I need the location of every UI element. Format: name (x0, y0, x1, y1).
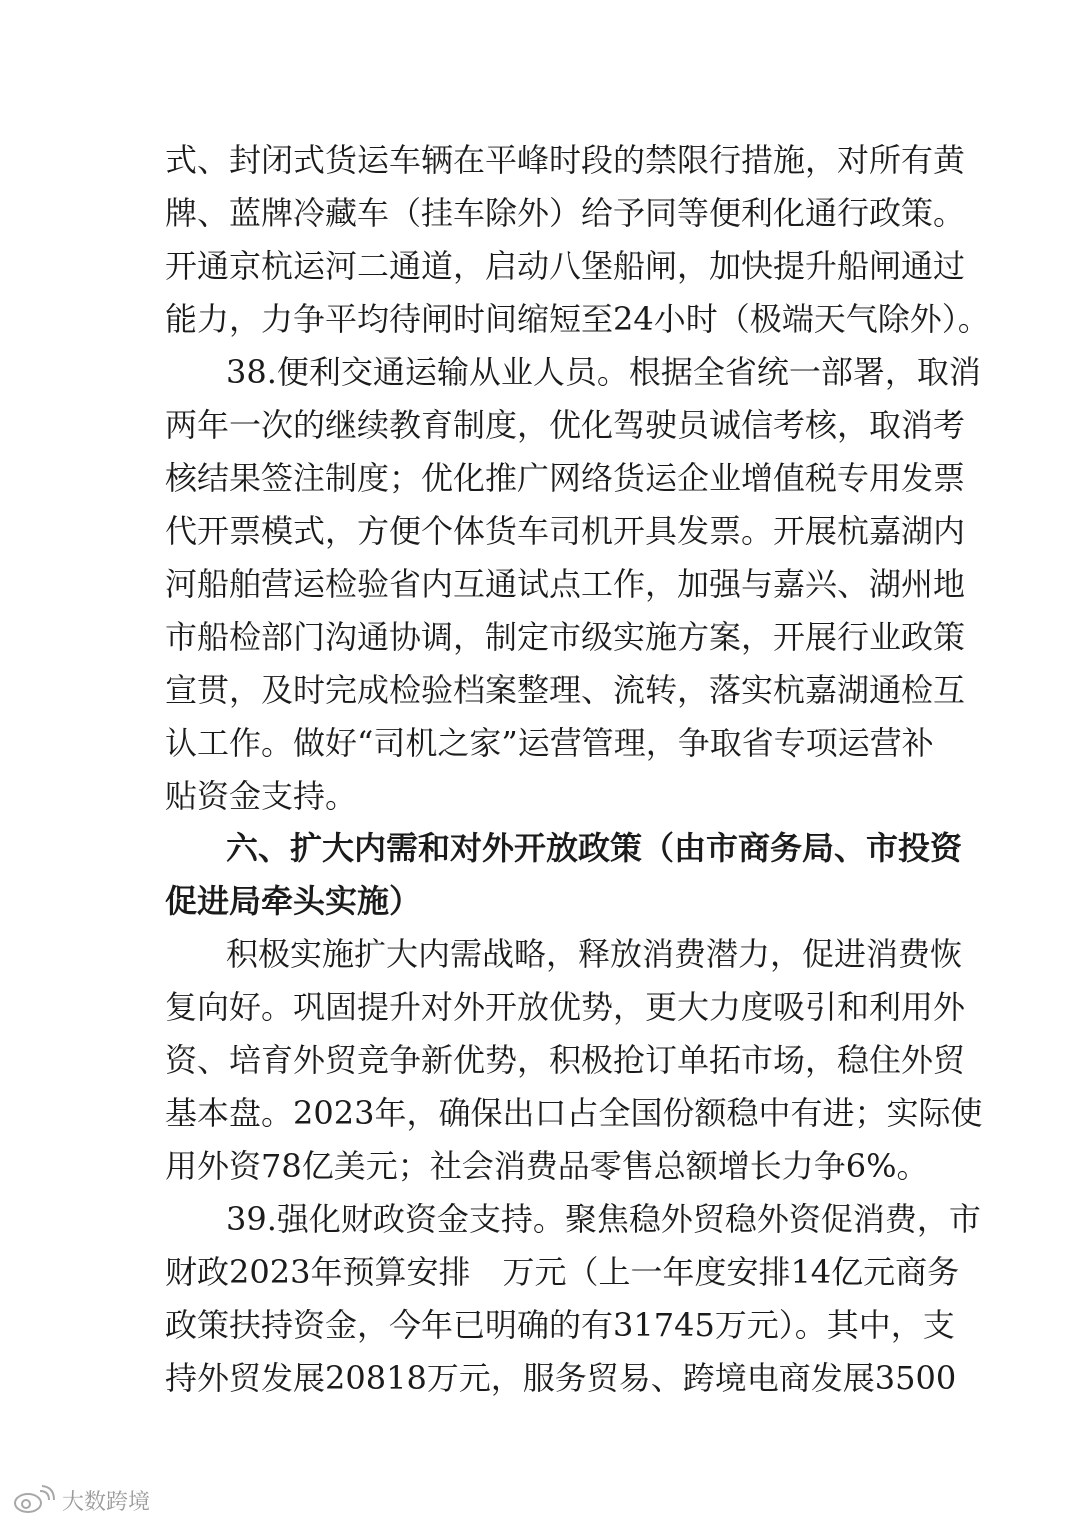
paragraph-line: 基本盘。2023年，确保出口占全国份额稳中有进；实际使 (165, 1094, 983, 1132)
paragraph-line: 持外贸发展20818万元，服务贸易、跨境电商发展3500 (165, 1359, 957, 1397)
paragraph-line: 认工作。做好“司机之家”运营管理，争取省专项运营补 (165, 724, 934, 762)
paragraph-line: 两年一次的继续教育制度，优化驾驶员诚信考核，取消考 (165, 406, 966, 444)
paragraph-line: 财政2023年预算安排 万元（上一年度安排14亿元商务 (165, 1253, 960, 1291)
paragraph-line: 开通京杭运河二通道，启动八堡船闸，加快提升船闸通过 (165, 247, 966, 285)
paragraph-line: 资、培育外贸竞争新优势，积极抢订单拓市场，稳住外贸 (165, 1041, 966, 1079)
paragraph-line: 38.便利交通运输从业人员。根据全省统一部署，取消 (226, 353, 981, 391)
paragraph-line: 河船舶营运检验省内互通试点工作，加强与嘉兴、湖州地 (165, 565, 966, 603)
paragraph-line: 用外资78亿美元；社会消费品零售总额增长力争6%。 (165, 1147, 929, 1185)
watermark (12, 1482, 150, 1518)
watermark-text: 大数跨境 (62, 1489, 151, 1515)
paragraph-line: 复向好。巩固提升对外开放优势，更大力度吸引和利用外 (165, 988, 966, 1026)
paragraph-line: 式、封闭式货运车辆在平峰时段的禁限行措施，对所有黄 (165, 141, 966, 179)
paragraph-line: 核结果签注制度；优化推广网络货运企业增值税专用发票 (165, 459, 966, 497)
paragraph-line: 贴资金支持。 (165, 777, 358, 815)
paragraph-line: 市船检部门沟通协调，制定市级实施方案，开展行业政策 (165, 618, 966, 656)
section-heading-line: 六、扩大内需和对外开放政策（由市商务局、市投资 (226, 829, 963, 867)
paragraph-line: 能力，力争平均待闸时间缩短至24小时（极端天气除外）。 (165, 300, 990, 338)
paragraph-line: 积极实施扩大内需战略，释放消费潜力，促进消费恢 (226, 935, 963, 973)
paragraph-line: 牌、蓝牌冷藏车（挂车除外）给予同等便利化通行政策。 (165, 194, 966, 232)
paragraph-line: 39.强化财政资金支持。聚焦稳外贸稳外资促消费，市 (226, 1200, 981, 1238)
section-heading-line: 促进局牵头实施） (165, 882, 422, 920)
paragraph-line: 政策扶持资金，今年已明确的有31745万元）。其中，支 (165, 1306, 955, 1344)
paragraph-line: 宣贯，及时完成检验档案整理、流转，落实杭嘉湖通检互 (165, 671, 966, 709)
weibo-logo-icon (12, 1485, 56, 1515)
paragraph-line: 代开票模式，方便个体货车司机开具发票。开展杭嘉湖内 (165, 512, 966, 550)
